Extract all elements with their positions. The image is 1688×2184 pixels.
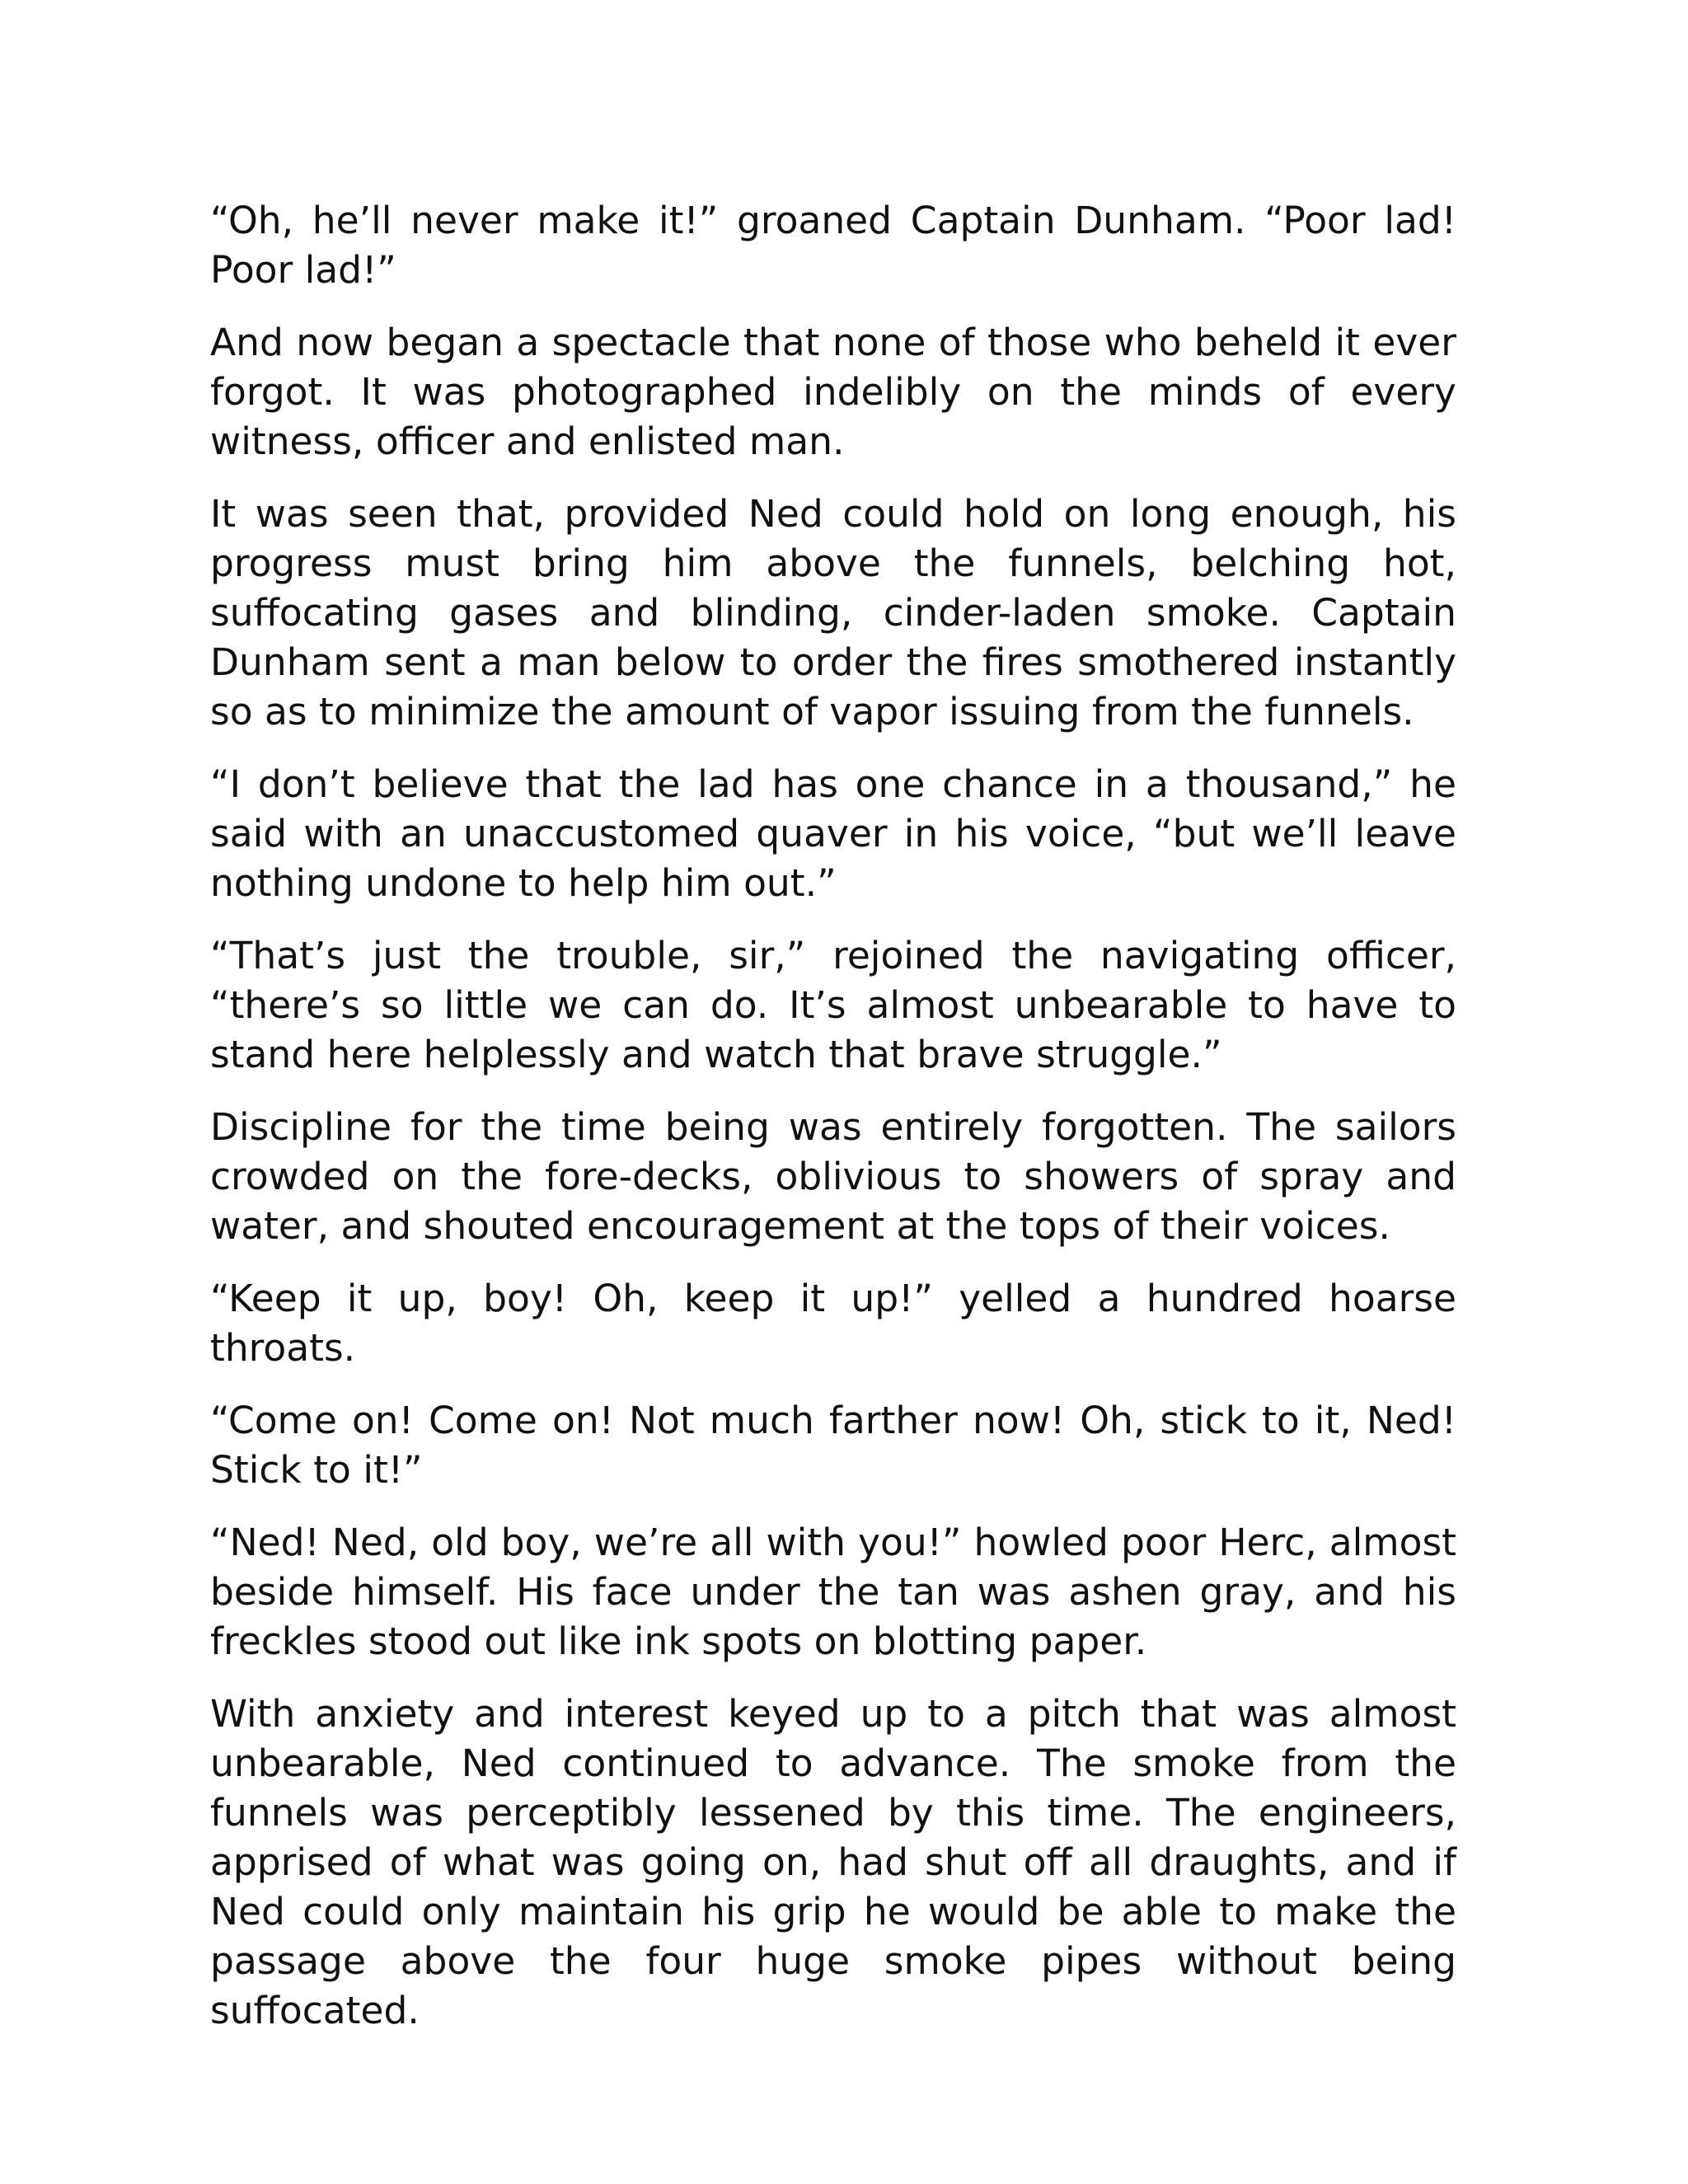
paragraph-5: “That’s just the trouble, sir,” rejoined the navigating officer, “there’s so little we can do. It’s almost unbearable to have to stand here helplessly and watch that brave struggle.”: [210, 934, 1456, 1076]
paragraph-3: It was seen that, provided Ned could hold on long enough, his progress must bring him above the funnels, belching hot, suffocating gases and blinding, cinder-laden smoke. Captain Dunham sent a man below to order the fires smothered instantly so as to minimize the amount of vapor issuing from the funnels.: [210, 492, 1456, 733]
paragraph-8: “Come on! Come on! Not much farther now! Oh, stick to it, Ned! Stick to it!”: [210, 1399, 1456, 1492]
page-body: [210, 196, 1456, 2059]
paragraph-6: Discipline for the time being was entirely forgotten. The sailors crowded on the fore-decks, oblivious to showers of spray and water, and shouted encouragement at the tops of their voices.: [210, 1105, 1456, 1248]
paragraph-9: “Ned! Ned, old boy, we’re all with you!” howled poor Herc, almost beside himself. His face under the tan was ashen gray, and his freckles stood out like ink spots on blotting paper.: [210, 1521, 1456, 1663]
paragraph-1: “Oh, he’ll never make it!” groaned Captain Dunham. “Poor lad! Poor lad!”: [210, 199, 1456, 292]
paragraph-7: “Keep it up, boy! Oh, keep it up!” yelled a hundred hoarse throats.: [210, 1277, 1456, 1370]
paragraph-2: And now began a spectacle that none of those who beheld it ever forgot. It was photographed indelibly on the minds of every witness, officer and enlisted man.: [210, 321, 1456, 463]
paragraph-10: With anxiety and interest keyed up to a pitch that was almost unbearable, Ned continued to advance. The smoke from the funnels was perceptibly lessened by this time. The engineers, apprised of what was going on, had shut off all draughts, and if Ned could only maintain his grip he would be able to make the passage above the four huge smoke pipes without being suffocated.: [210, 1692, 1456, 2032]
paragraph-4: “I don’t believe that the lad has one chance in a thousand,” he said with an unaccustomed quaver in his voice, “but we’ll leave nothing undone to help him out.”: [210, 762, 1456, 905]
